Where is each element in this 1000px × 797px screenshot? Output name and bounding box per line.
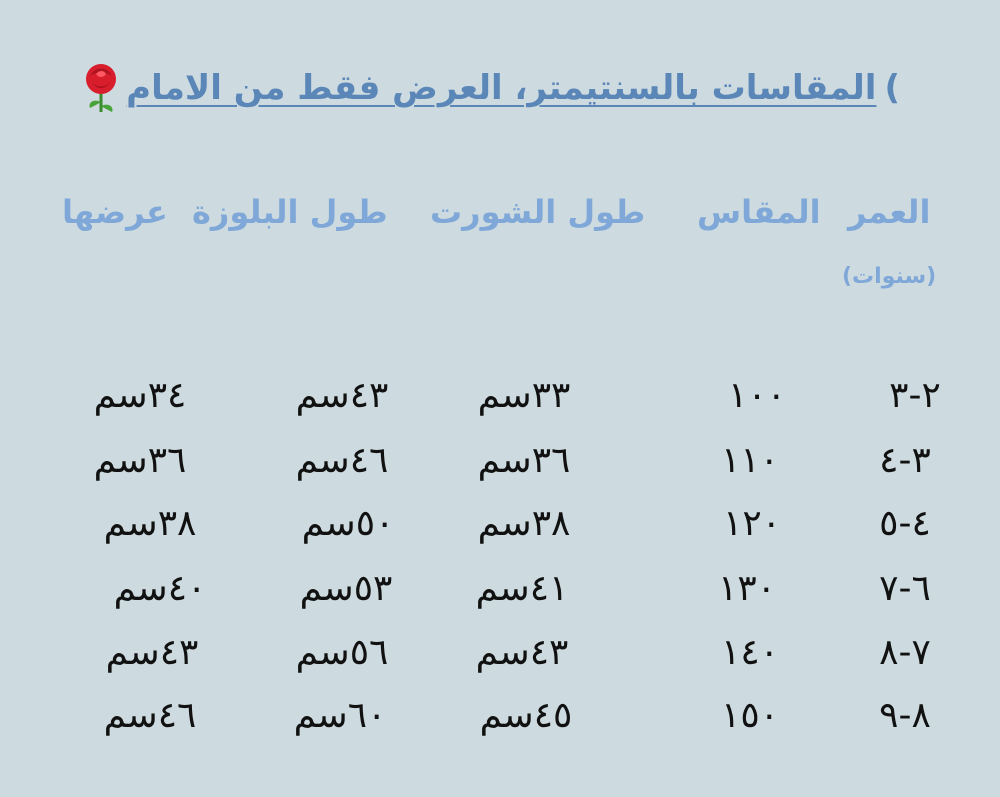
table-cell-size: ١٣٠ bbox=[717, 568, 776, 609]
table-cell-width: ٣٦سم bbox=[93, 440, 187, 481]
table-cell-size: ١٠٠ bbox=[727, 375, 786, 416]
table-cell-age: ٢-٣ bbox=[889, 375, 941, 416]
header-age: العمر bbox=[848, 193, 931, 231]
table-cell-width: ٤٠سم bbox=[113, 568, 207, 609]
table-cell-age: ٨-٩ bbox=[879, 695, 931, 736]
header-width: عرضها bbox=[62, 193, 168, 231]
table-cell-blouse: ٥٣سم bbox=[299, 568, 393, 609]
table-cell-blouse: ٤٦سم bbox=[295, 440, 389, 481]
table-cell-size: ١٢٠ bbox=[722, 503, 781, 544]
rose-icon bbox=[82, 62, 120, 114]
header-size: المقاس bbox=[697, 193, 821, 231]
table-cell-shorts: ٤٣سم bbox=[475, 632, 569, 673]
table-cell-shorts: ٤٥سم bbox=[479, 695, 573, 736]
table-cell-size: ١٥٠ bbox=[720, 695, 779, 736]
table-cell-width: ٤٦سم bbox=[103, 695, 197, 736]
table-cell-blouse: ٥٠سم bbox=[301, 503, 395, 544]
table-cell-width: ٤٣سم bbox=[105, 632, 199, 673]
header-age-unit: (سنوات) bbox=[842, 264, 937, 289]
table-cell-width: ٣٤سم bbox=[93, 375, 187, 416]
table-cell-blouse: ٤٣سم bbox=[295, 375, 389, 416]
table-cell-size: ١١٠ bbox=[720, 440, 779, 481]
table-cell-age: ٣-٤ bbox=[879, 440, 931, 481]
table-cell-shorts: ٣٣سم bbox=[477, 375, 571, 416]
table-cell-age: ٧-٨ bbox=[879, 632, 931, 673]
table-cell-age: ٤-٥ bbox=[879, 503, 931, 544]
title-open-paren: ) bbox=[884, 68, 900, 108]
table-cell-blouse: ٥٦سم bbox=[295, 632, 389, 673]
table-cell-shorts: ٣٨سم bbox=[477, 503, 571, 544]
table-cell-shorts: ٣٦سم bbox=[477, 440, 571, 481]
table-cell-size: ١٤٠ bbox=[720, 632, 779, 673]
title-text: المقاسات بالسنتيمتر، العرض فقط من الامام bbox=[126, 68, 877, 108]
header-shorts-length: طول الشورت bbox=[430, 193, 646, 231]
table-cell-width: ٣٨سم bbox=[103, 503, 197, 544]
table-cell-age: ٦-٧ bbox=[879, 568, 931, 609]
table-cell-shorts: ٤١سم bbox=[475, 568, 569, 609]
table-cell-blouse: ٦٠سم bbox=[293, 695, 387, 736]
header-blouse-length: طول البلوزة bbox=[192, 193, 388, 231]
page-title bbox=[80, 58, 900, 118]
